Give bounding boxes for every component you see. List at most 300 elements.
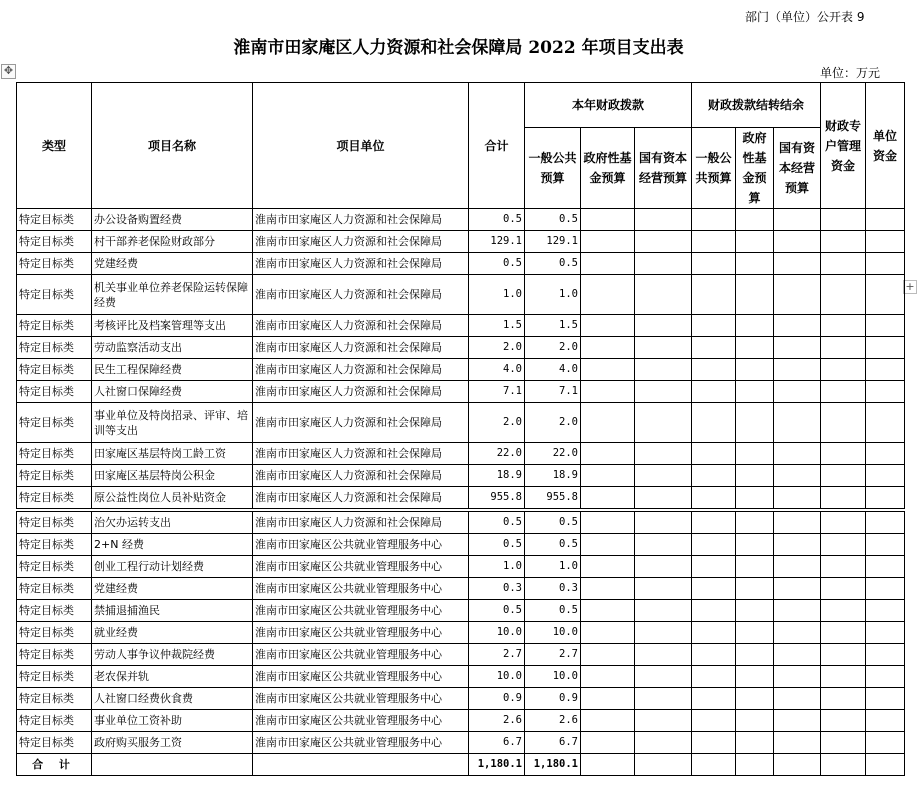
empty-cell xyxy=(581,534,635,556)
empty-cell xyxy=(635,578,692,600)
cell-general-budget: 4.0 xyxy=(525,359,581,381)
cell-project-unit: 淮南市田家庵区人力资源和社会保障局 xyxy=(253,465,469,487)
empty-cell xyxy=(692,556,736,578)
empty-cell xyxy=(821,644,866,666)
cell-general-budget: 955.8 xyxy=(525,487,581,509)
empty-cell xyxy=(736,578,774,600)
cell-project-unit: 淮南市田家庵区公共就业管理服务中心 xyxy=(253,578,469,600)
empty-cell xyxy=(635,209,692,231)
empty-cell xyxy=(821,710,866,732)
cell-type: 特定目标类 xyxy=(17,359,92,381)
empty-cell xyxy=(581,578,635,600)
col-state-capital-header: 国有资本经营预算 xyxy=(635,128,692,209)
empty-cell xyxy=(736,443,774,465)
empty-cell xyxy=(635,556,692,578)
cell-total: 0.5 xyxy=(469,534,525,556)
empty-cell xyxy=(635,688,692,710)
cell-total: 4.0 xyxy=(469,359,525,381)
empty-cell xyxy=(774,688,821,710)
empty-cell xyxy=(821,534,866,556)
empty-cell xyxy=(635,231,692,253)
empty-cell xyxy=(692,359,736,381)
col-carry-state-capital-header: 国有资本经营预算 xyxy=(774,128,821,209)
cell-total: 22.0 xyxy=(469,443,525,465)
empty-cell xyxy=(866,688,905,710)
empty-cell xyxy=(692,578,736,600)
cell-project-unit: 淮南市田家庵区公共就业管理服务中心 xyxy=(253,534,469,556)
cell-project-name: 机关事业单位养老保险运转保障经费 xyxy=(92,275,253,315)
empty-cell xyxy=(635,443,692,465)
cell-total: 18.9 xyxy=(469,465,525,487)
empty-cell xyxy=(581,644,635,666)
empty-cell xyxy=(581,666,635,688)
cell-type: 特定目标类 xyxy=(17,622,92,644)
empty-cell xyxy=(774,666,821,688)
empty-cell xyxy=(581,231,635,253)
col-gov-fund-header: 政府性基金预算 xyxy=(581,128,635,209)
cell-total: 0.5 xyxy=(469,512,525,534)
empty-cell xyxy=(581,209,635,231)
col-carry-gov-fund-header: 政府性基金预算 xyxy=(736,128,774,209)
empty-cell xyxy=(736,644,774,666)
empty-cell xyxy=(821,231,866,253)
cell-total: 1.5 xyxy=(469,315,525,337)
cell-general-budget: 0.5 xyxy=(525,209,581,231)
empty-cell xyxy=(581,403,635,443)
empty-cell xyxy=(821,359,866,381)
empty-cell xyxy=(736,600,774,622)
empty-cell xyxy=(736,710,774,732)
table-row xyxy=(17,666,905,688)
empty-cell xyxy=(866,443,905,465)
cell-total: 955.8 xyxy=(469,487,525,509)
table-row xyxy=(17,622,905,644)
empty-cell xyxy=(821,253,866,275)
cell-project-name: 2+N 经费 xyxy=(92,534,253,556)
cell-type: 特定目标类 xyxy=(17,231,92,253)
empty-cell xyxy=(581,688,635,710)
grand-total-general-budget: 1,180.1 xyxy=(525,754,581,776)
empty-cell xyxy=(866,666,905,688)
empty-cell xyxy=(635,710,692,732)
empty-cell xyxy=(692,710,736,732)
col-type-header: 类型 xyxy=(17,83,92,209)
col-unit-header: 项目单位 xyxy=(253,83,469,209)
empty-cell xyxy=(774,578,821,600)
cell-general-budget: 1.0 xyxy=(525,556,581,578)
empty-cell xyxy=(866,231,905,253)
empty-cell xyxy=(581,732,635,754)
empty-cell xyxy=(774,315,821,337)
cell-type: 特定目标类 xyxy=(17,578,92,600)
cell-total: 0.9 xyxy=(469,688,525,710)
cell-total: 0.5 xyxy=(469,209,525,231)
empty-cell xyxy=(866,465,905,487)
empty-cell xyxy=(736,666,774,688)
table-row xyxy=(17,710,905,732)
cell-project-name: 田家庵区基层特岗公积金 xyxy=(92,465,253,487)
table-row xyxy=(17,556,905,578)
empty-cell xyxy=(774,359,821,381)
empty-cell xyxy=(581,710,635,732)
table-row xyxy=(17,315,905,337)
cell-project-unit: 淮南市田家庵区人力资源和社会保障局 xyxy=(253,443,469,465)
empty-cell xyxy=(821,578,866,600)
table-row xyxy=(17,209,905,231)
empty-cell xyxy=(635,381,692,403)
empty-cell xyxy=(692,253,736,275)
cell-total: 1.0 xyxy=(469,275,525,315)
table-row xyxy=(17,359,905,381)
empty-cell xyxy=(692,443,736,465)
empty-cell xyxy=(774,487,821,509)
cell-project-unit: 淮南市田家庵区公共就业管理服务中心 xyxy=(253,666,469,688)
empty-cell xyxy=(821,275,866,315)
cell-project-name: 劳动监察活动支出 xyxy=(92,337,253,359)
col-own-funds-header: 单位资金 xyxy=(866,83,905,209)
col-name-header: 项目名称 xyxy=(92,83,253,209)
empty-cell xyxy=(774,622,821,644)
empty-cell xyxy=(736,275,774,315)
empty-cell xyxy=(774,732,821,754)
cell-project-unit: 淮南市田家庵区公共就业管理服务中心 xyxy=(253,622,469,644)
empty-cell xyxy=(736,231,774,253)
cell-type: 特定目标类 xyxy=(17,403,92,443)
cell-total: 2.0 xyxy=(469,337,525,359)
cell-total: 0.5 xyxy=(469,600,525,622)
cell-project-unit: 淮南市田家庵区公共就业管理服务中心 xyxy=(253,710,469,732)
empty-cell xyxy=(635,534,692,556)
cell-project-name: 禁捕退捕渔民 xyxy=(92,600,253,622)
empty-cell xyxy=(635,600,692,622)
empty-cell xyxy=(635,666,692,688)
empty-cell xyxy=(736,754,774,776)
cell-project-name: 党建经费 xyxy=(92,253,253,275)
cell-type: 特定目标类 xyxy=(17,381,92,403)
empty-cell xyxy=(635,487,692,509)
empty-cell xyxy=(866,754,905,776)
cell-general-budget: 2.6 xyxy=(525,710,581,732)
empty-cell xyxy=(774,556,821,578)
empty-cell xyxy=(581,487,635,509)
col-special-account-header: 财政专户管理资金 xyxy=(821,83,866,209)
cell-total: 7.1 xyxy=(469,381,525,403)
empty-cell xyxy=(736,465,774,487)
table-row xyxy=(17,381,905,403)
cell-project-name: 人社窗口保障经费 xyxy=(92,381,253,403)
cell-total: 2.6 xyxy=(469,710,525,732)
cell-type: 特定目标类 xyxy=(17,600,92,622)
empty-cell xyxy=(635,754,692,776)
empty-cell xyxy=(635,275,692,315)
empty-cell xyxy=(692,666,736,688)
cell-type: 特定目标类 xyxy=(17,710,92,732)
cell-general-budget: 10.0 xyxy=(525,666,581,688)
empty-cell xyxy=(774,534,821,556)
empty-cell xyxy=(736,315,774,337)
empty-cell xyxy=(692,465,736,487)
cell-total: 129.1 xyxy=(469,231,525,253)
empty-cell xyxy=(866,275,905,315)
cell-project-unit: 淮南市田家庵区人力资源和社会保障局 xyxy=(253,209,469,231)
table-row xyxy=(17,732,905,754)
cell-project-name: 办公设备购置经费 xyxy=(92,209,253,231)
empty-cell xyxy=(821,337,866,359)
empty-cell xyxy=(821,622,866,644)
table-row xyxy=(17,337,905,359)
empty-cell xyxy=(866,534,905,556)
empty-cell xyxy=(866,209,905,231)
table-row xyxy=(17,231,905,253)
cell-type: 特定目标类 xyxy=(17,688,92,710)
cell-project-name: 就业经费 xyxy=(92,622,253,644)
cell-project-name: 原公益性岗位人员补贴资金 xyxy=(92,487,253,509)
empty-cell xyxy=(692,688,736,710)
cell-general-budget: 7.1 xyxy=(525,381,581,403)
empty-cell xyxy=(692,337,736,359)
grand-total-amount: 1,180.1 xyxy=(469,754,525,776)
cell-general-budget: 0.9 xyxy=(525,688,581,710)
cell-project-unit: 淮南市田家庵区人力资源和社会保障局 xyxy=(253,275,469,315)
empty-cell xyxy=(692,534,736,556)
table-row xyxy=(17,534,905,556)
cell-general-budget: 10.0 xyxy=(525,622,581,644)
cell-project-name: 事业单位及特岗招录、评审、培训等支出 xyxy=(92,403,253,443)
empty-cell xyxy=(635,644,692,666)
empty-cell xyxy=(692,209,736,231)
group-current-year-header: 本年财政拨款 xyxy=(525,83,692,128)
empty-cell xyxy=(736,688,774,710)
page-title: 淮南市田家庵区人力资源和社会保障局 2022 年项目支出表 xyxy=(233,38,684,58)
cell-project-name: 事业单位工资补助 xyxy=(92,710,253,732)
cell-total: 6.7 xyxy=(469,732,525,754)
empty-cell xyxy=(692,381,736,403)
expense-table-upper xyxy=(16,82,905,509)
empty-cell xyxy=(635,622,692,644)
empty-cell xyxy=(635,732,692,754)
empty-cell xyxy=(821,315,866,337)
cell-project-unit: 淮南市田家庵区人力资源和社会保障局 xyxy=(253,253,469,275)
empty-cell xyxy=(866,578,905,600)
cell-project-unit: 淮南市田家庵区人力资源和社会保障局 xyxy=(253,337,469,359)
cell-project-unit: 淮南市田家庵区公共就业管理服务中心 xyxy=(253,732,469,754)
empty-cell xyxy=(692,644,736,666)
cell-project-unit: 淮南市田家庵区人力资源和社会保障局 xyxy=(253,403,469,443)
empty-cell xyxy=(821,688,866,710)
empty-cell xyxy=(736,622,774,644)
cell-general-budget: 0.5 xyxy=(525,253,581,275)
cell-general-budget: 0.5 xyxy=(525,534,581,556)
empty-cell xyxy=(92,754,253,776)
cell-type: 特定目标类 xyxy=(17,315,92,337)
cell-project-name: 老农保并轨 xyxy=(92,666,253,688)
empty-cell xyxy=(821,754,866,776)
empty-cell xyxy=(635,465,692,487)
empty-cell xyxy=(581,359,635,381)
table-row xyxy=(17,443,905,465)
empty-cell xyxy=(774,600,821,622)
cell-type: 特定目标类 xyxy=(17,487,92,509)
empty-cell xyxy=(253,754,469,776)
cell-total: 2.7 xyxy=(469,644,525,666)
empty-cell xyxy=(821,465,866,487)
cell-type: 特定目标类 xyxy=(17,465,92,487)
empty-cell xyxy=(692,487,736,509)
cell-project-unit: 淮南市田家庵区人力资源和社会保障局 xyxy=(253,512,469,534)
cell-type: 特定目标类 xyxy=(17,534,92,556)
empty-cell xyxy=(866,732,905,754)
empty-cell xyxy=(821,666,866,688)
add-column-icon[interactable]: + xyxy=(903,280,917,294)
table-row xyxy=(17,275,905,315)
cell-general-budget: 6.7 xyxy=(525,732,581,754)
cell-project-name: 劳动人事争议仲裁院经费 xyxy=(92,644,253,666)
cell-type: 特定目标类 xyxy=(17,337,92,359)
empty-cell xyxy=(821,600,866,622)
empty-cell xyxy=(774,512,821,534)
empty-cell xyxy=(736,556,774,578)
empty-cell xyxy=(821,487,866,509)
cell-general-budget: 0.5 xyxy=(525,600,581,622)
cell-total: 0.5 xyxy=(469,253,525,275)
cell-general-budget: 129.1 xyxy=(525,231,581,253)
empty-cell xyxy=(774,337,821,359)
empty-cell xyxy=(635,315,692,337)
cell-type: 特定目标类 xyxy=(17,253,92,275)
cell-general-budget: 2.7 xyxy=(525,644,581,666)
empty-cell xyxy=(581,465,635,487)
empty-cell xyxy=(692,732,736,754)
empty-cell xyxy=(866,359,905,381)
table-row xyxy=(17,600,905,622)
empty-cell xyxy=(821,732,866,754)
cell-project-unit: 淮南市田家庵区人力资源和社会保障局 xyxy=(253,231,469,253)
cell-general-budget: 18.9 xyxy=(525,465,581,487)
empty-cell xyxy=(692,231,736,253)
cell-project-unit: 淮南市田家庵区公共就业管理服务中心 xyxy=(253,688,469,710)
cell-project-name: 创业工程行动计划经费 xyxy=(92,556,253,578)
cell-type: 特定目标类 xyxy=(17,512,92,534)
empty-cell xyxy=(692,275,736,315)
empty-cell xyxy=(581,754,635,776)
empty-cell xyxy=(635,253,692,275)
cell-project-name: 村干部养老保险财政部分 xyxy=(92,231,253,253)
empty-cell xyxy=(736,337,774,359)
empty-cell xyxy=(692,315,736,337)
empty-cell xyxy=(692,512,736,534)
cell-project-name: 考核评比及档案管理等支出 xyxy=(92,315,253,337)
table-move-handle-icon[interactable]: ✥ xyxy=(1,64,16,79)
empty-cell xyxy=(736,512,774,534)
cell-project-unit: 淮南市田家庵区人力资源和社会保障局 xyxy=(253,381,469,403)
empty-cell xyxy=(866,644,905,666)
table-row xyxy=(17,512,905,534)
empty-cell xyxy=(866,315,905,337)
expense-table-lower xyxy=(16,511,905,776)
table-row xyxy=(17,465,905,487)
cell-project-unit: 淮南市田家庵区人力资源和社会保障局 xyxy=(253,359,469,381)
cell-project-unit: 淮南市田家庵区公共就业管理服务中心 xyxy=(253,644,469,666)
empty-cell xyxy=(774,403,821,443)
cell-general-budget: 0.3 xyxy=(525,578,581,600)
empty-cell xyxy=(635,403,692,443)
empty-cell xyxy=(866,487,905,509)
empty-cell xyxy=(774,275,821,315)
empty-cell xyxy=(581,253,635,275)
cell-project-name: 党建经费 xyxy=(92,578,253,600)
grand-total-row xyxy=(17,754,905,776)
empty-cell xyxy=(581,443,635,465)
cell-total: 10.0 xyxy=(469,666,525,688)
empty-cell xyxy=(736,253,774,275)
empty-cell xyxy=(774,209,821,231)
empty-cell xyxy=(774,253,821,275)
empty-cell xyxy=(635,512,692,534)
cell-total: 1.0 xyxy=(469,556,525,578)
empty-cell xyxy=(866,556,905,578)
cell-project-name: 人社窗口经费伙食费 xyxy=(92,688,253,710)
empty-cell xyxy=(774,465,821,487)
empty-cell xyxy=(581,337,635,359)
cell-project-unit: 淮南市田家庵区公共就业管理服务中心 xyxy=(253,600,469,622)
empty-cell xyxy=(581,315,635,337)
table-code: 部门（单位）公开表 9 xyxy=(745,10,865,24)
empty-cell xyxy=(581,600,635,622)
group-carryover-header: 财政拨款结转结余 xyxy=(692,83,821,128)
cell-project-name: 田家庵区基层特岗工龄工资 xyxy=(92,443,253,465)
table-row xyxy=(17,403,905,443)
table-row xyxy=(17,688,905,710)
empty-cell xyxy=(774,381,821,403)
empty-cell xyxy=(736,209,774,231)
cell-general-budget: 2.0 xyxy=(525,403,581,443)
cell-project-unit: 淮南市田家庵区公共就业管理服务中心 xyxy=(253,556,469,578)
empty-cell xyxy=(581,556,635,578)
empty-cell xyxy=(581,381,635,403)
empty-cell xyxy=(821,556,866,578)
cell-type: 特定目标类 xyxy=(17,732,92,754)
unit-label: 单位：万元 xyxy=(820,66,881,80)
cell-project-name: 民生工程保障经费 xyxy=(92,359,253,381)
empty-cell xyxy=(866,622,905,644)
cell-project-name: 政府购买服务工资 xyxy=(92,732,253,754)
empty-cell xyxy=(821,512,866,534)
empty-cell xyxy=(774,710,821,732)
cell-total: 2.0 xyxy=(469,403,525,443)
cell-type: 特定目标类 xyxy=(17,443,92,465)
empty-cell xyxy=(866,710,905,732)
col-general-budget-header: 一般公共预算 xyxy=(525,128,581,209)
cell-type: 特定目标类 xyxy=(17,644,92,666)
table-row xyxy=(17,578,905,600)
empty-cell xyxy=(821,403,866,443)
cell-type: 特定目标类 xyxy=(17,556,92,578)
empty-cell xyxy=(692,622,736,644)
empty-cell xyxy=(581,275,635,315)
empty-cell xyxy=(774,754,821,776)
empty-cell xyxy=(736,732,774,754)
cell-general-budget: 1.0 xyxy=(525,275,581,315)
empty-cell xyxy=(866,512,905,534)
empty-cell xyxy=(736,359,774,381)
empty-cell xyxy=(692,600,736,622)
table-row xyxy=(17,644,905,666)
cell-project-name: 治欠办运转支出 xyxy=(92,512,253,534)
col-carry-general-header: 一般公共预算 xyxy=(692,128,736,209)
empty-cell xyxy=(866,337,905,359)
table-row xyxy=(17,487,905,509)
empty-cell xyxy=(736,381,774,403)
